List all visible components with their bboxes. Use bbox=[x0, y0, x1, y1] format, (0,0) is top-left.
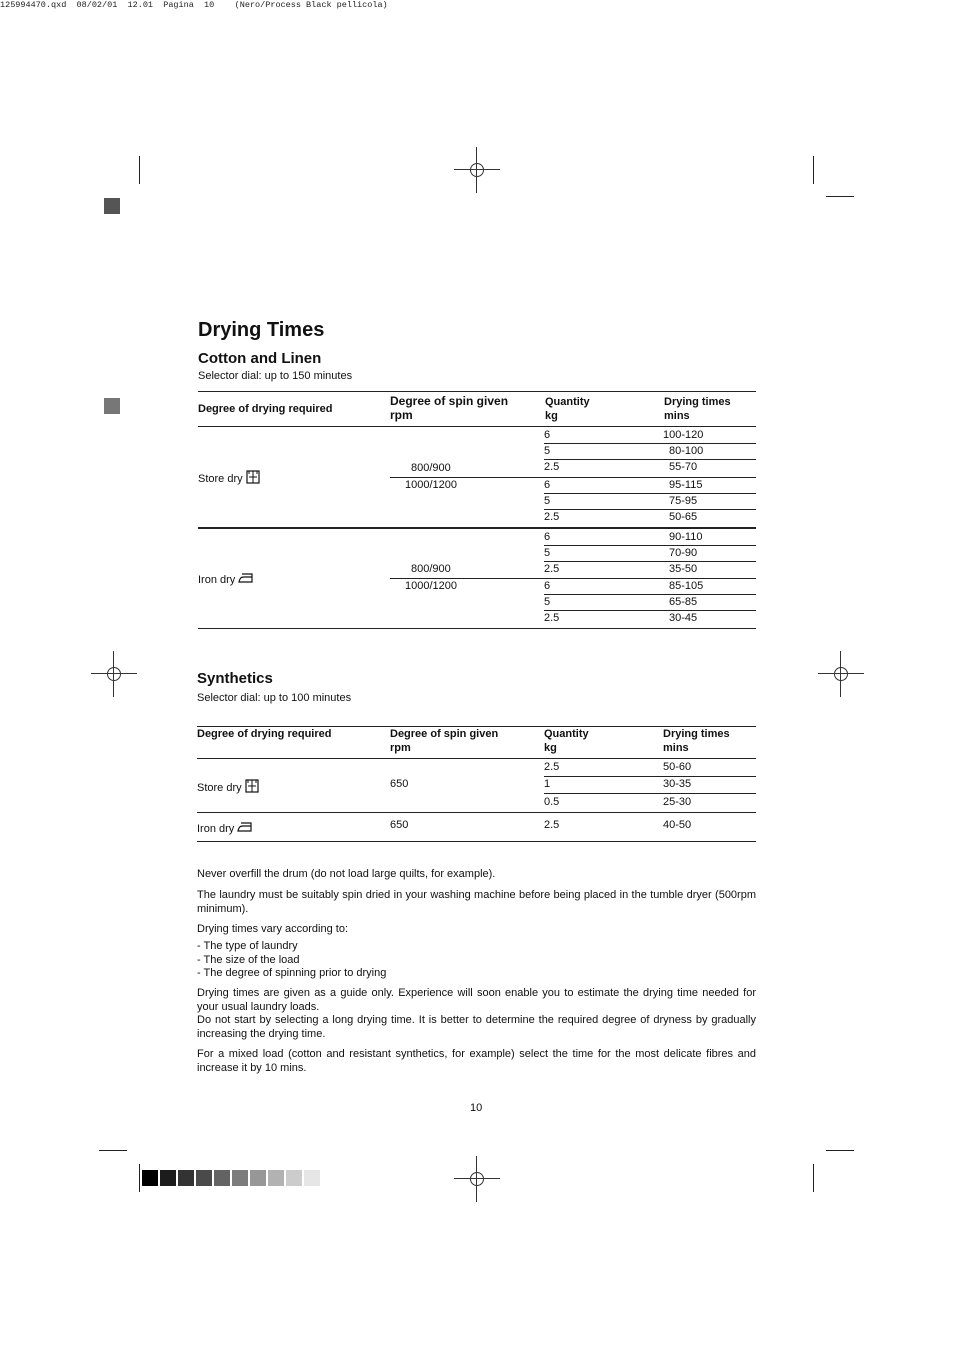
drying-time-value: 50-60 bbox=[663, 761, 692, 773]
quantity-value: 2.5 bbox=[544, 761, 560, 773]
crop-mark bbox=[813, 156, 814, 184]
note-paragraph: Drying times are given as a guide only. Experience will soon enable you to estimate the drying time needed for your usual laundry loads. bbox=[197, 987, 756, 1013]
quantity-value: 6 bbox=[544, 479, 551, 491]
store-dry-label: Store dry bbox=[197, 779, 259, 797]
table-rule bbox=[544, 594, 756, 595]
quantity-value: 0.5 bbox=[544, 796, 560, 808]
color-swatch bbox=[232, 1170, 248, 1186]
col-header-spin: Degree of spin given rpm bbox=[390, 728, 499, 754]
drying-time-value: 65-85 bbox=[669, 596, 698, 608]
registration-mark-icon bbox=[462, 1164, 492, 1194]
table-rule bbox=[197, 841, 756, 842]
note-paragraph: Never overfill the drum (do not load large quilts, for example). bbox=[197, 868, 496, 880]
color-swatch bbox=[268, 1170, 284, 1186]
drying-time-value: 80-100 bbox=[669, 445, 704, 457]
spin-value: 1000/1200 bbox=[405, 479, 457, 491]
list-item: - The size of the load bbox=[197, 953, 300, 966]
col-header-time: Drying times mins bbox=[663, 728, 730, 754]
table-rule bbox=[544, 610, 756, 611]
registration-mark-icon bbox=[99, 659, 129, 689]
iron-dry-icon bbox=[238, 572, 254, 588]
drying-time-value: 30-45 bbox=[669, 612, 698, 624]
drying-time-value: 40-50 bbox=[663, 819, 692, 831]
quantity-value: 6 bbox=[544, 531, 551, 543]
quantity-value: 6 bbox=[544, 580, 551, 592]
col-header-degree: Degree of drying required bbox=[198, 403, 333, 415]
quantity-value: 5 bbox=[544, 596, 551, 608]
table-rule bbox=[198, 628, 756, 629]
table-rule bbox=[544, 443, 756, 444]
quantity-value: 2.5 bbox=[544, 563, 560, 575]
store-dry-icon bbox=[245, 779, 259, 797]
list-item: - The degree of spinning prior to drying bbox=[197, 967, 387, 980]
list-item: - The type of laundry bbox=[197, 940, 298, 952]
note-paragraph: For a mixed load (cotton and resistant synthetics, for example) select the time for the most delicate fibres and increase it by 10 mins. bbox=[197, 1048, 756, 1074]
table-rule bbox=[544, 793, 756, 794]
note-list bbox=[197, 940, 756, 981]
registration-mark-icon bbox=[826, 659, 856, 689]
table-rule bbox=[544, 545, 756, 546]
col-header-time: Drying times mins bbox=[664, 396, 731, 422]
quantity-value: 5 bbox=[544, 445, 551, 457]
quantity-value: 5 bbox=[544, 547, 551, 559]
drying-time-value: 35-50 bbox=[669, 563, 698, 575]
color-swatch bbox=[160, 1170, 176, 1186]
color-swatch bbox=[142, 1170, 158, 1186]
drying-time-value: 50-65 bbox=[669, 511, 698, 523]
synthetics-selector-text: Selector dial: up to 100 minutes bbox=[197, 692, 352, 704]
quantity-value: 2.5 bbox=[544, 612, 560, 624]
synthetics-heading: Synthetics bbox=[197, 670, 273, 687]
store-dry-label: Store dry bbox=[198, 470, 260, 488]
crop-mark bbox=[813, 1164, 814, 1192]
crop-mark bbox=[826, 196, 854, 197]
note-paragraph: The laundry must be suitably spin dried in your washing machine before being placed in the tumble dryer (500rpm minimum). bbox=[197, 889, 756, 915]
slug-line: 125994470.qxd 08/02/01 12.01 Pagina 10 (Nero/Process Black pellicola) bbox=[0, 0, 388, 10]
quantity-value: 6 bbox=[544, 429, 551, 441]
spin-value: 800/900 bbox=[411, 563, 451, 575]
note-paragraph: Do not start by selecting a long drying time. It is better to determine the required degree of dryness by gradually increasing the drying time. bbox=[197, 1014, 756, 1040]
quantity-value: 2.5 bbox=[544, 511, 560, 523]
color-swatch bbox=[178, 1170, 194, 1186]
crop-mark bbox=[826, 1150, 854, 1151]
spin-value: 1000/1200 bbox=[405, 580, 457, 592]
spin-value: 650 bbox=[390, 819, 409, 831]
drying-time-value: 75-95 bbox=[669, 495, 698, 507]
table-rule bbox=[544, 776, 756, 777]
page-number: 10 bbox=[470, 1102, 483, 1114]
gray-marker-square bbox=[104, 198, 120, 214]
table-rule bbox=[544, 493, 756, 494]
iron-dry-label: Iron dry bbox=[197, 821, 253, 837]
quantity-value: 5 bbox=[544, 495, 551, 507]
table-rule bbox=[197, 812, 756, 813]
note-paragraph: Drying times vary according to: bbox=[197, 923, 348, 935]
drying-time-value: 55-70 bbox=[669, 461, 698, 473]
registration-mark-icon bbox=[462, 155, 492, 185]
quantity-value: 1 bbox=[544, 778, 551, 790]
iron-dry-icon bbox=[237, 821, 253, 837]
cotton-heading: Cotton and Linen bbox=[198, 350, 322, 367]
col-header-degree: Degree of drying required bbox=[197, 728, 332, 740]
table-rule bbox=[544, 561, 756, 562]
color-swatch bbox=[196, 1170, 212, 1186]
crop-mark bbox=[99, 1150, 127, 1151]
table-rule bbox=[198, 426, 756, 427]
quantity-value: 2.5 bbox=[544, 819, 560, 831]
cotton-selector-text: Selector dial: up to 150 minutes bbox=[198, 370, 353, 382]
quantity-value: 2.5 bbox=[544, 461, 560, 473]
color-swatch bbox=[286, 1170, 302, 1186]
table-rule bbox=[544, 459, 756, 460]
table-rule bbox=[390, 477, 756, 478]
table-rule bbox=[197, 758, 756, 759]
drying-time-value: 25-30 bbox=[663, 796, 692, 808]
store-dry-icon bbox=[246, 470, 260, 488]
crop-mark bbox=[139, 156, 140, 184]
drying-time-value: 100-120 bbox=[663, 429, 704, 441]
color-swatch bbox=[304, 1170, 320, 1186]
spin-value: 650 bbox=[390, 778, 409, 790]
color-swatch bbox=[214, 1170, 230, 1186]
drying-time-value: 70-90 bbox=[669, 547, 698, 559]
iron-dry-label: Iron dry bbox=[198, 572, 254, 588]
gray-marker-square bbox=[104, 398, 120, 414]
table-rule bbox=[544, 509, 756, 510]
drying-time-value: 90-110 bbox=[669, 531, 703, 543]
col-header-quantity: Quantity kg bbox=[545, 396, 590, 422]
drying-time-value: 95-115 bbox=[669, 479, 703, 491]
col-header-quantity: Quantity kg bbox=[544, 728, 589, 754]
spin-value: 800/900 bbox=[411, 462, 451, 474]
color-swatch bbox=[250, 1170, 266, 1186]
table-rule bbox=[390, 578, 756, 579]
page-title: Drying Times bbox=[198, 319, 325, 341]
crop-mark bbox=[139, 1164, 140, 1192]
drying-time-value: 85-105 bbox=[669, 580, 704, 592]
table-rule bbox=[198, 391, 756, 392]
col-header-spin: Degree of spin given rpm bbox=[390, 394, 509, 422]
table-rule bbox=[198, 527, 756, 529]
drying-time-value: 30-35 bbox=[663, 778, 692, 790]
